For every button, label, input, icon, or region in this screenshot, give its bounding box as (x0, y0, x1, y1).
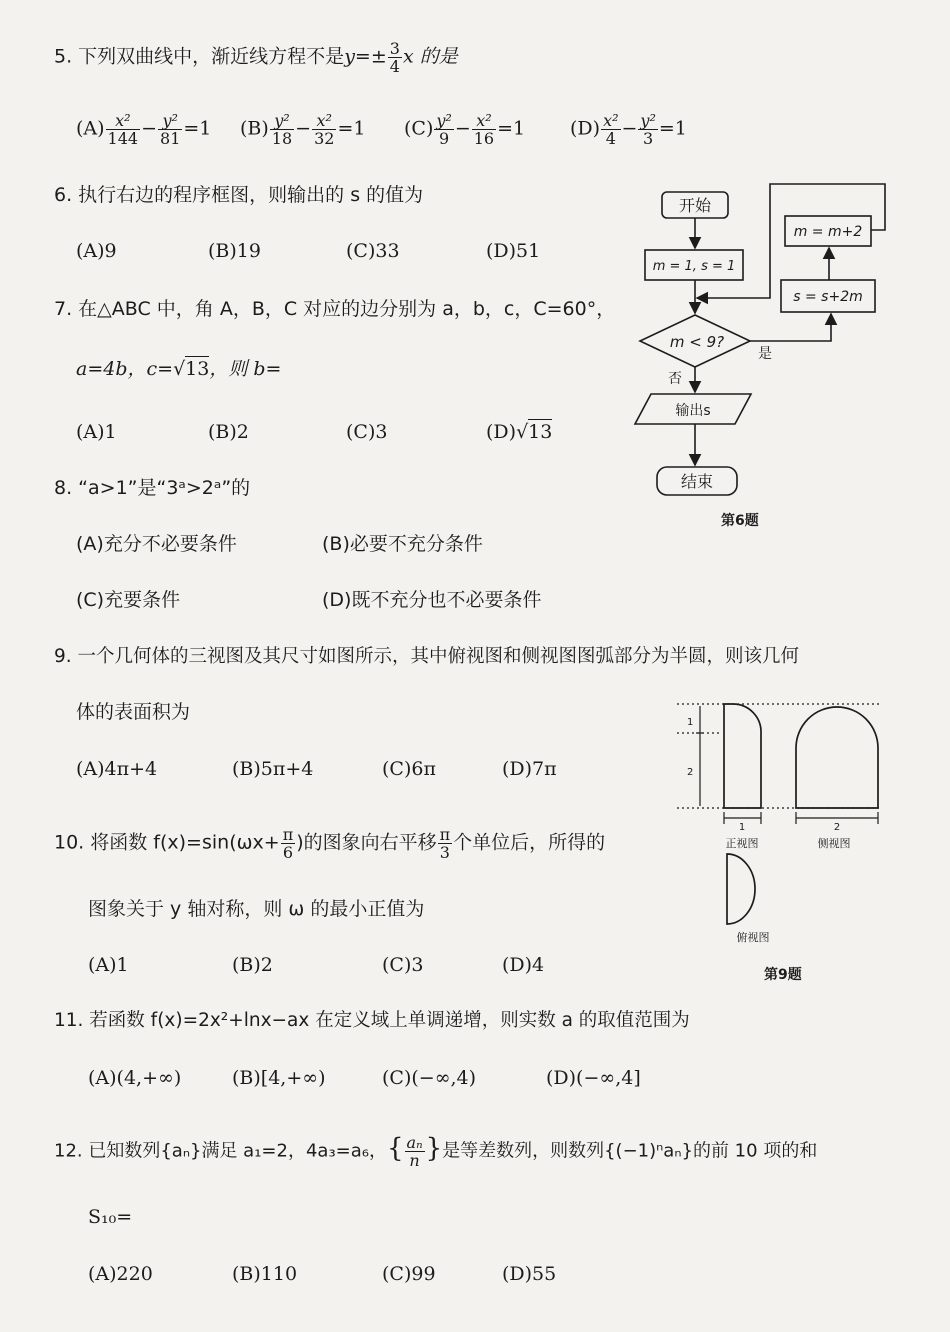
q7-stem2-b: ，则 b= (209, 358, 282, 380)
q5-option-label: (C) (404, 117, 434, 140)
q10-stem1-c: 个单位后，所得的 (453, 831, 606, 854)
q7-option-d-rad: 13 (528, 421, 553, 443)
q10-option-c[interactable]: (C)3 (382, 954, 424, 976)
minus-sign: − (621, 117, 638, 140)
frac-num: x² (472, 112, 496, 130)
frac-num: y² (436, 111, 452, 130)
q10-stem-line1 (54, 826, 605, 861)
dim-side-label: 2 (687, 767, 694, 778)
front-width-label: 1 (738, 822, 746, 833)
q9-option-a[interactable]: (A)4π+4 (76, 758, 158, 780)
top-view-label: 俯视图 (736, 931, 770, 944)
q7-option-b[interactable]: (B)2 (208, 421, 249, 443)
flow-output-label: 输出s (675, 403, 711, 419)
q5-option-frac1 (434, 112, 453, 147)
q5-option-d[interactable] (570, 112, 687, 147)
q5-option-frac2 (312, 112, 336, 147)
q5-frac (388, 40, 402, 75)
flow-init-label: m = 1, s = 1 (652, 259, 736, 274)
flowchart (625, 170, 895, 510)
q7-option-a[interactable]: (A)1 (76, 421, 117, 443)
frac-den: 18 (271, 129, 293, 148)
q11-option-a[interactable]: (A)(4,+∞) (88, 1067, 182, 1089)
q12-brace-left: { (386, 1133, 404, 1164)
q9-option-c[interactable]: (C)6π (382, 758, 436, 780)
top-view-shape (727, 854, 755, 924)
q11-option-b[interactable]: (B)[4,+∞) (232, 1067, 326, 1089)
q6-option-d[interactable]: (D)51 (486, 240, 541, 262)
q12-frac (405, 1134, 425, 1169)
three-view-caption: 第9题 (764, 967, 802, 983)
q7-option-d-label: (D) (486, 421, 517, 443)
q12-stem1-a: 12. 已知数列{aₙ}满足 a₁=2，4a₃=a₆， (54, 1140, 387, 1162)
q10-option-d[interactable]: (D)4 (502, 954, 545, 976)
flow-no-label: 否 (668, 371, 682, 387)
frac-num: y² (158, 112, 182, 130)
q9-option-d[interactable]: (D)7π (502, 758, 557, 780)
frac-num: y² (270, 112, 294, 130)
q12-frac-num: aₙ (406, 1133, 423, 1152)
side-width-label: 2 (833, 822, 841, 833)
q12-option-a[interactable]: (A)220 (88, 1263, 153, 1285)
frac-num: x² (603, 111, 619, 130)
q10-stem1-b: )的图象向右平移 (296, 831, 437, 854)
flow-condition-label: m < 9? (669, 333, 725, 351)
q9-stem-line1: 9. 一个几何体的三视图及其尺寸如图所示，其中俯视图和侧视图图弧部分为半圆，则该几何 (54, 646, 800, 667)
q5-stem-not: 不是 (306, 45, 345, 68)
flow-s-update-label: s = s+2m (793, 289, 863, 305)
front-view-shape (724, 704, 761, 808)
q12-stem1-b: 是等差数列，则数列{(−1)ⁿaₙ}的前 10 项的和 (442, 1140, 818, 1162)
q11-option-c[interactable]: (C)(−∞,4) (382, 1067, 477, 1089)
frac-den: 4 (605, 129, 616, 148)
dim-top-label: 1 (687, 717, 694, 728)
q5-option-frac2 (472, 112, 496, 147)
q5-option-tail: =1 (337, 117, 366, 140)
q5-option-frac1 (106, 112, 141, 147)
q8-option-c[interactable]: (C)充要条件 (76, 589, 181, 611)
minus-sign: − (454, 117, 471, 140)
q8-stem: 8. “a>1”是“3ᵃ>2ᵃ”的 (54, 477, 251, 499)
q7-stem2-rad: 13 (185, 358, 210, 380)
q5-option-tail: =1 (658, 117, 687, 140)
frac-den: 144 (107, 129, 139, 148)
q5-option-frac1 (601, 112, 620, 147)
q5-option-label: (A) (76, 117, 105, 140)
flow-m-update-label: m = m+2 (793, 224, 863, 240)
q6-stem: 6. 执行右边的程序框图，则输出的 s 的值为 (54, 184, 424, 206)
q9-option-b[interactable]: (B)5π+4 (232, 758, 314, 780)
q12-option-b[interactable]: (B)110 (232, 1263, 298, 1285)
q5-option-frac2 (158, 112, 182, 147)
q5-frac-den: 4 (389, 57, 400, 76)
frac-den: 81 (160, 129, 181, 148)
q10-stem-line2: 图象关于 y 轴对称，则 ω 的最小正值为 (88, 898, 425, 920)
frac-den: 3 (643, 129, 654, 148)
q10-frac2 (438, 826, 453, 861)
flowchart-caption: 第6题 (721, 513, 759, 529)
q10-frac1-num: π (282, 825, 294, 844)
q8-option-a[interactable]: (A)充分不必要条件 (76, 533, 237, 555)
q12-stem-line2: S₁₀= (88, 1206, 133, 1228)
q10-frac2-den: 3 (439, 843, 450, 862)
q5-stem-eq: y=± (344, 45, 387, 68)
q5-stem-suffix: x 的是 (402, 45, 458, 68)
frac-num: y² (640, 111, 656, 130)
q5-option-label: (D) (570, 117, 601, 140)
q10-frac1-den: 6 (282, 843, 294, 862)
q5-stem-prefix: 5. 下列双曲线中，渐近线方程 (54, 45, 307, 68)
q5-option-label: (B) (240, 117, 269, 140)
frac-num: x² (312, 112, 336, 130)
q6-option-b[interactable]: (B)19 (208, 240, 261, 262)
side-view-label: 侧视图 (817, 837, 851, 850)
q5-option-tail: =1 (497, 117, 526, 140)
q7-stem-line1: 7. 在△ABC 中，角 A，B，C 对应的边分别为 a，b，c，C=60°， (54, 298, 616, 320)
q12-option-c[interactable]: (C)99 (382, 1263, 436, 1285)
q5-stem (54, 40, 458, 75)
frac-num: x² (106, 112, 141, 130)
q12-frac-den: n (409, 1151, 420, 1170)
q10-frac1 (281, 826, 296, 861)
q6-option-a[interactable]: (A)9 (76, 240, 117, 262)
flow-end-label: 结束 (680, 472, 714, 491)
q7-option-d[interactable]: (D)√13 (486, 421, 553, 443)
q5-option-frac1 (270, 112, 294, 147)
q12-stem-line1 (54, 1134, 817, 1169)
q5-option-b[interactable] (240, 112, 365, 147)
q5-option-c[interactable] (404, 112, 525, 147)
minus-sign: − (295, 117, 312, 140)
q6-option-c[interactable]: (C)33 (346, 240, 400, 262)
frac-den: 16 (473, 129, 495, 148)
q10-option-a[interactable]: (A)1 (88, 954, 129, 976)
front-view-label: 正视图 (725, 837, 759, 850)
q11-option-d[interactable]: (D)(−∞,4] (546, 1067, 641, 1089)
q12-brace-right: } (425, 1133, 443, 1164)
frac-den: 32 (314, 129, 335, 148)
q5-option-tail: =1 (183, 117, 212, 140)
q10-option-b[interactable]: (B)2 (232, 954, 273, 976)
q7-stem2-a: a=4b，c= (76, 358, 174, 380)
flow-yes-label: 是 (758, 346, 772, 362)
q8-option-d[interactable]: (D)既不充分也不必要条件 (322, 589, 542, 611)
side-view-shape (796, 707, 878, 808)
frac-den: 9 (439, 129, 450, 148)
q7-stem-line2: a=4b，c=√13，则 b= (76, 358, 282, 380)
q5-option-frac2 (638, 112, 657, 147)
q7-option-c[interactable]: (C)3 (346, 421, 388, 443)
q12-option-d[interactable]: (D)55 (502, 1263, 557, 1285)
q8-option-b[interactable]: (B)必要不充分条件 (322, 533, 483, 555)
minus-sign: − (141, 117, 158, 140)
q10-frac2-num: π (439, 825, 451, 844)
flow-start-label: 开始 (678, 196, 712, 215)
q5-frac-num: 3 (389, 39, 400, 58)
q5-option-a[interactable] (76, 112, 211, 147)
q11-stem: 11. 若函数 f(x)=2x²+lnx−ax 在定义域上单调递增，则实数 a 的取值范围为 (54, 1010, 690, 1031)
q10-stem1-a: 10. 将函数 f(x)=sin(ωx+ (54, 831, 280, 854)
q9-stem-line2: 体的表面积为 (76, 701, 191, 723)
three-view-figure (672, 696, 888, 954)
